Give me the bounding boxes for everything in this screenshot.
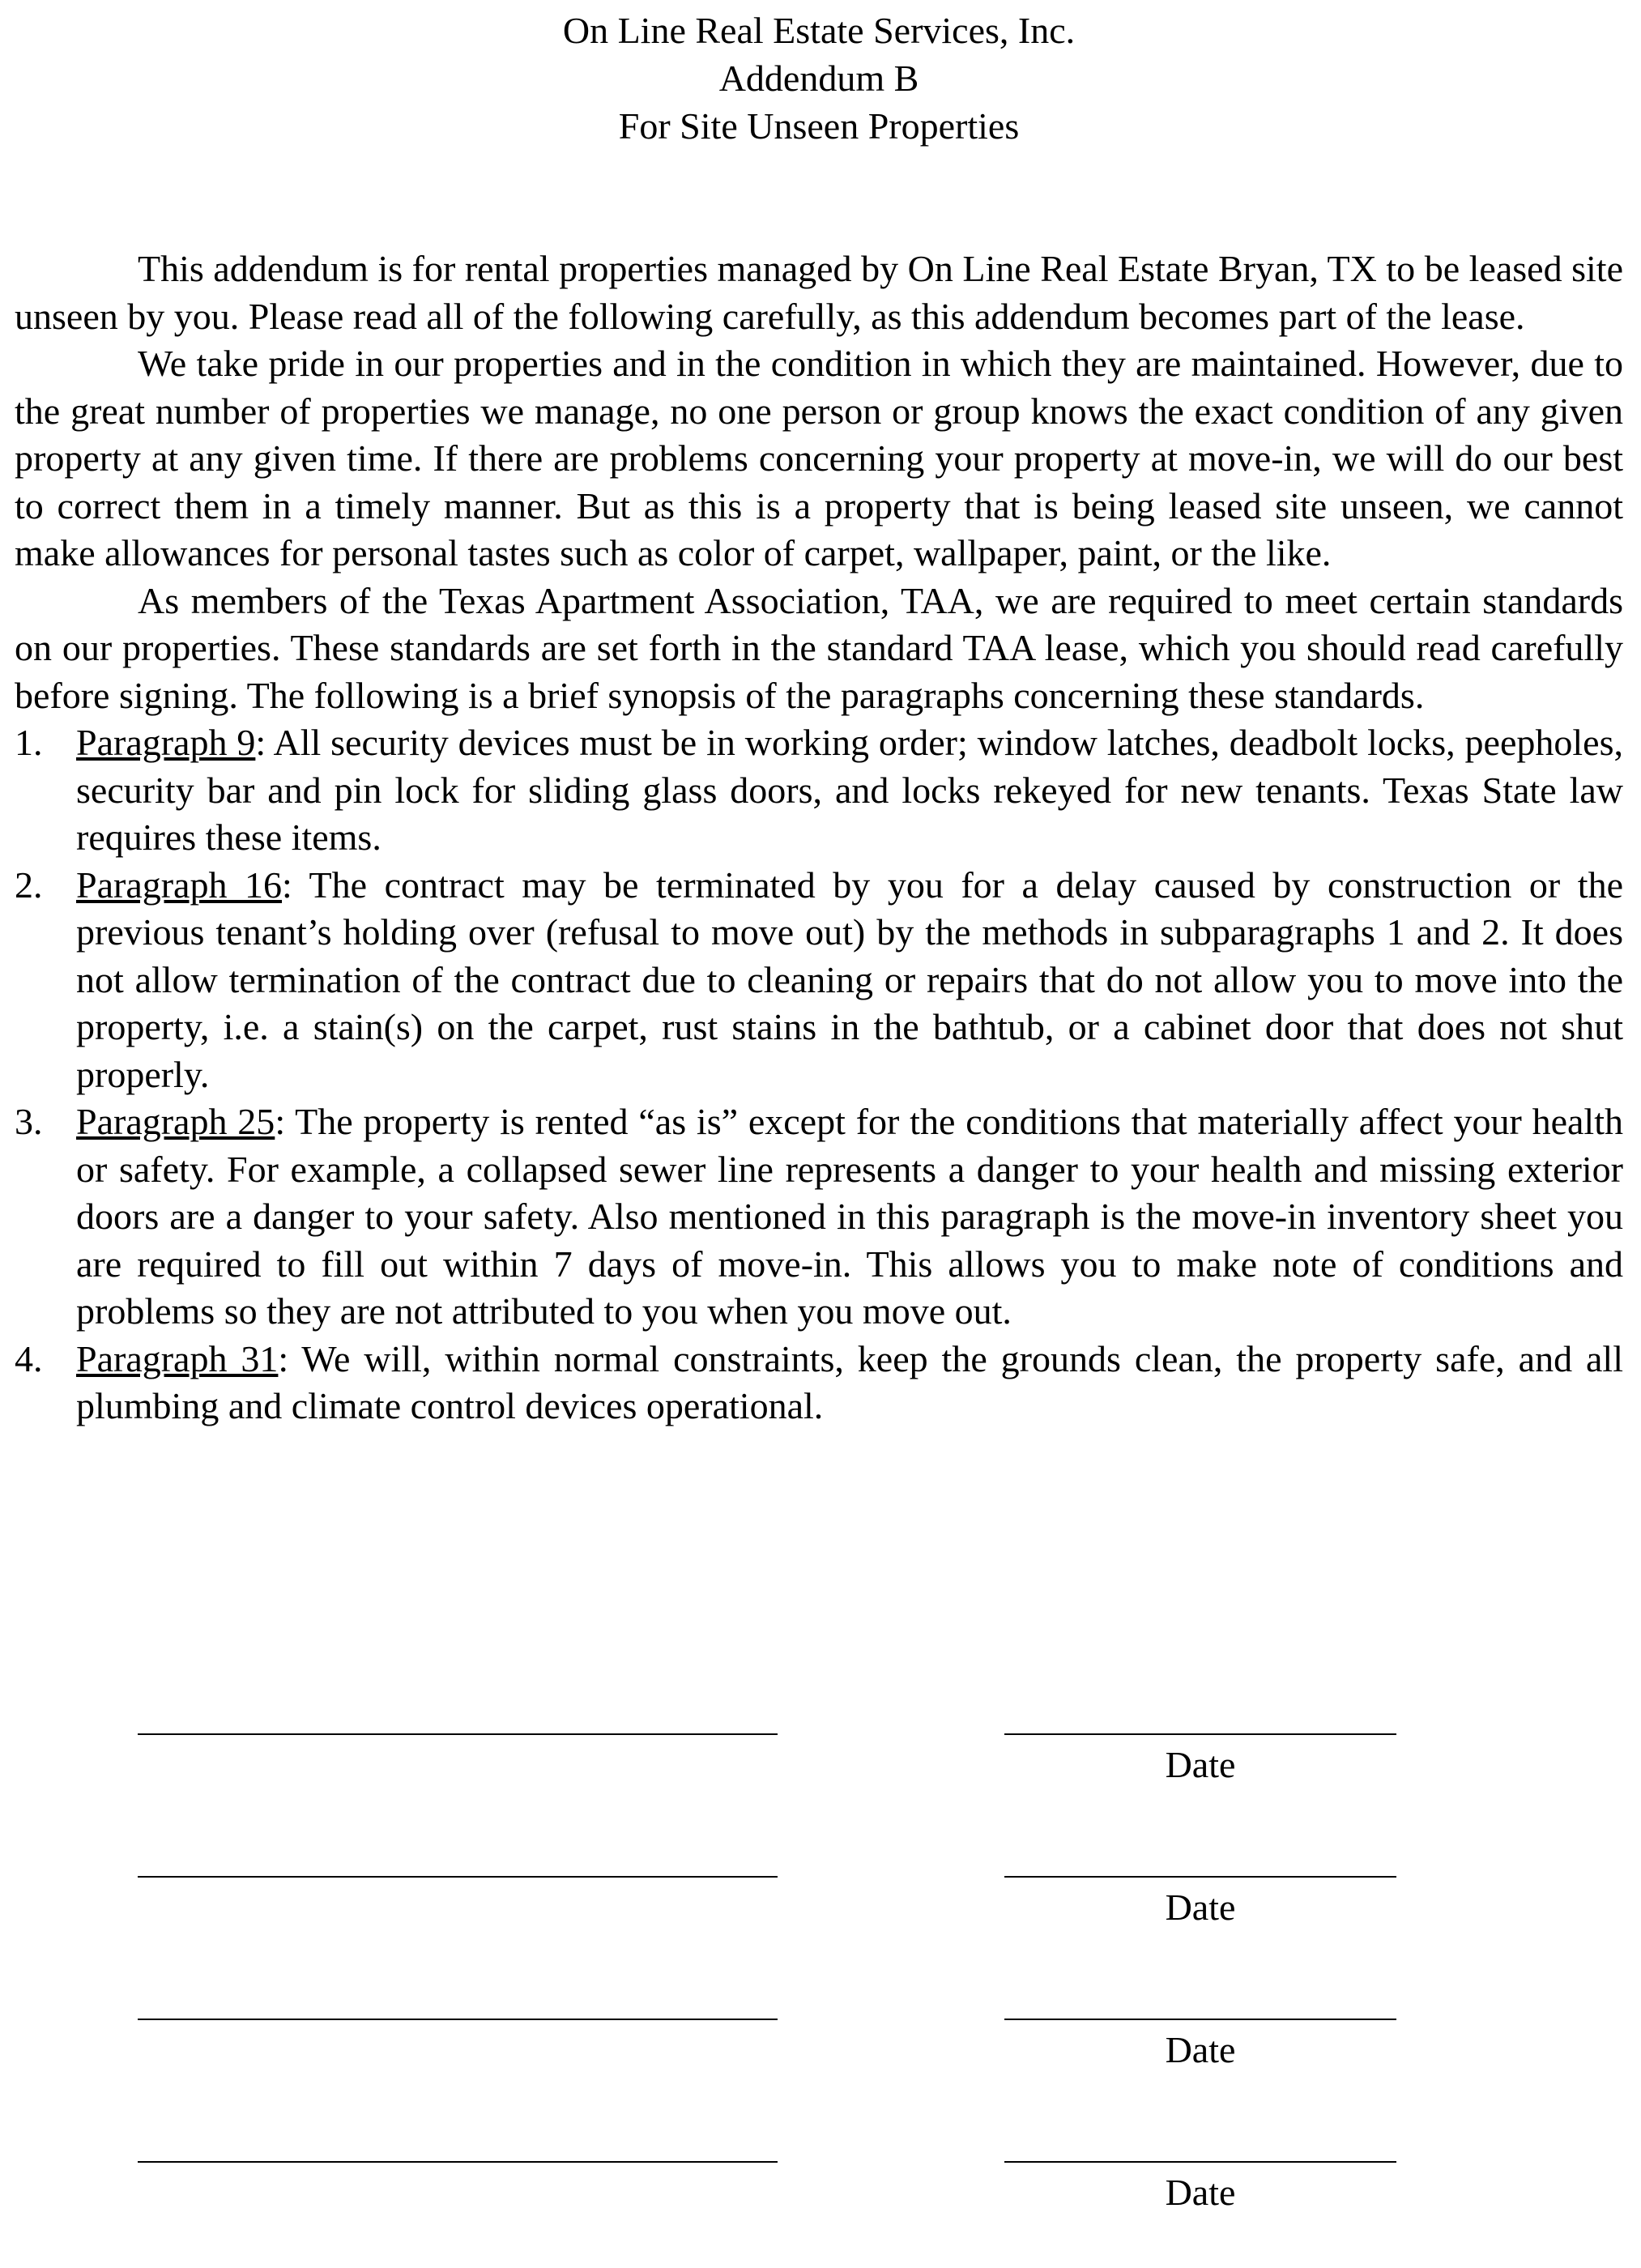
intro-paragraph: This addendum is for rental properties managed by On Line Real Estate Bryan, TX to be leased site unseen by you. Please read all of the following carefully, as this addendum becomes part of the lease.	[15, 248, 1623, 337]
paragraph-synopsis-list	[15, 719, 1623, 1430]
signature-line[interactable]	[138, 1876, 778, 1878]
company-name: On Line Real Estate Services, Inc.	[562, 10, 1076, 51]
signature-row	[15, 2129, 1623, 2213]
list-item-number: 1.	[15, 722, 43, 763]
date-line[interactable]	[1004, 2161, 1396, 2163]
list-item-text: : The contract may be terminated by you for a delay caused by construction or the previous tenant’s holding over (refusal to move out) by the methods in subparagraphs 1 and 2. It does not allow termination of the contract due to cleaning or repairs that do not allow you to move into the property, i.e. a stain(s) on the carpet, rust stains in the bathtub, or a cabinet door that does not shut properly.	[76, 863, 1623, 1095]
signature-row	[15, 1701, 1623, 1785]
date-line[interactable]	[1004, 1876, 1396, 1878]
document-page	[15, 0, 1623, 2213]
list-item-text: : We will, within normal constraints, keep the grounds clean, the property safe, and all plumbing and climate control devices operational.	[76, 1337, 1623, 1426]
list-item	[15, 862, 1623, 1099]
document-header	[15, 0, 1623, 150]
document-body	[15, 245, 1623, 1430]
list-item-number: 2.	[15, 863, 43, 906]
paragraph-reference: Paragraph 31	[76, 1337, 279, 1379]
list-item-number: 4.	[15, 1337, 43, 1379]
signature-line[interactable]	[138, 2161, 778, 2163]
list-item-text: : The property is rented “as is” except for the conditions that materially affect your health or safety. For example, a collapsed sewer line represents a danger to your health and missing exterior doors are a danger to your safety. Also mentioned in this paragraph is the move-in inventory sheet you are required to fill out within 7 days of move-in. This allows you to make note of conditions and problems so they are not attributed to you when you move out.	[76, 1101, 1623, 1332]
signature-row	[15, 1986, 1623, 2070]
addendum-title: Addendum B	[718, 58, 919, 99]
paragraph-reference: Paragraph 25	[76, 1101, 275, 1142]
pride-paragraph: We take pride in our properties and in the condition in which they are maintained. However, due to the great number of properties we manage, no one person or group knows the exact condition of any given property at any given time. If there are problems concerning your property at move-in, we will do our best to correct them in a timely manner. But as this is a property that is being leased site unseen, we cannot make allowances for personal tastes such as color of carpet, wallpaper, paint, or the like.	[15, 343, 1623, 573]
list-item-number: 3.	[15, 1101, 43, 1142]
list-item	[15, 1336, 1623, 1430]
paragraph-reference: Paragraph 16	[76, 863, 283, 906]
taa-paragraph: As members of the Texas Apartment Association, TAA, we are required to meet certain standards on our properties. These standards are set forth in the standard TAA lease, which you should read carefully before signing. The following is a brief synopsis of the paragraphs concerning these standards.	[15, 579, 1623, 716]
list-item	[15, 719, 1623, 862]
signature-line[interactable]	[138, 2019, 778, 2020]
list-item-text: : All security devices must be in working order; window latches, deadbolt locks, peepholes, security bar and pin lock for sliding glass doors, and locks rekeyed for new tenants. Texas State law requires these items.	[76, 722, 1623, 858]
date-label: Date	[1165, 2029, 1236, 2070]
list-item	[15, 1098, 1623, 1336]
date-label: Date	[1165, 1886, 1236, 1928]
date-line[interactable]	[1004, 2019, 1396, 2020]
signature-row	[15, 1844, 1623, 1928]
date-line[interactable]	[1004, 1733, 1396, 1735]
addendum-subtitle: For Site Unseen Properties	[618, 105, 1020, 147]
paragraph-reference: Paragraph 9	[76, 722, 256, 763]
signature-block	[15, 1701, 1623, 2268]
date-label: Date	[1165, 1744, 1236, 1785]
signature-line[interactable]	[138, 1733, 778, 1735]
date-label: Date	[1165, 2172, 1236, 2213]
